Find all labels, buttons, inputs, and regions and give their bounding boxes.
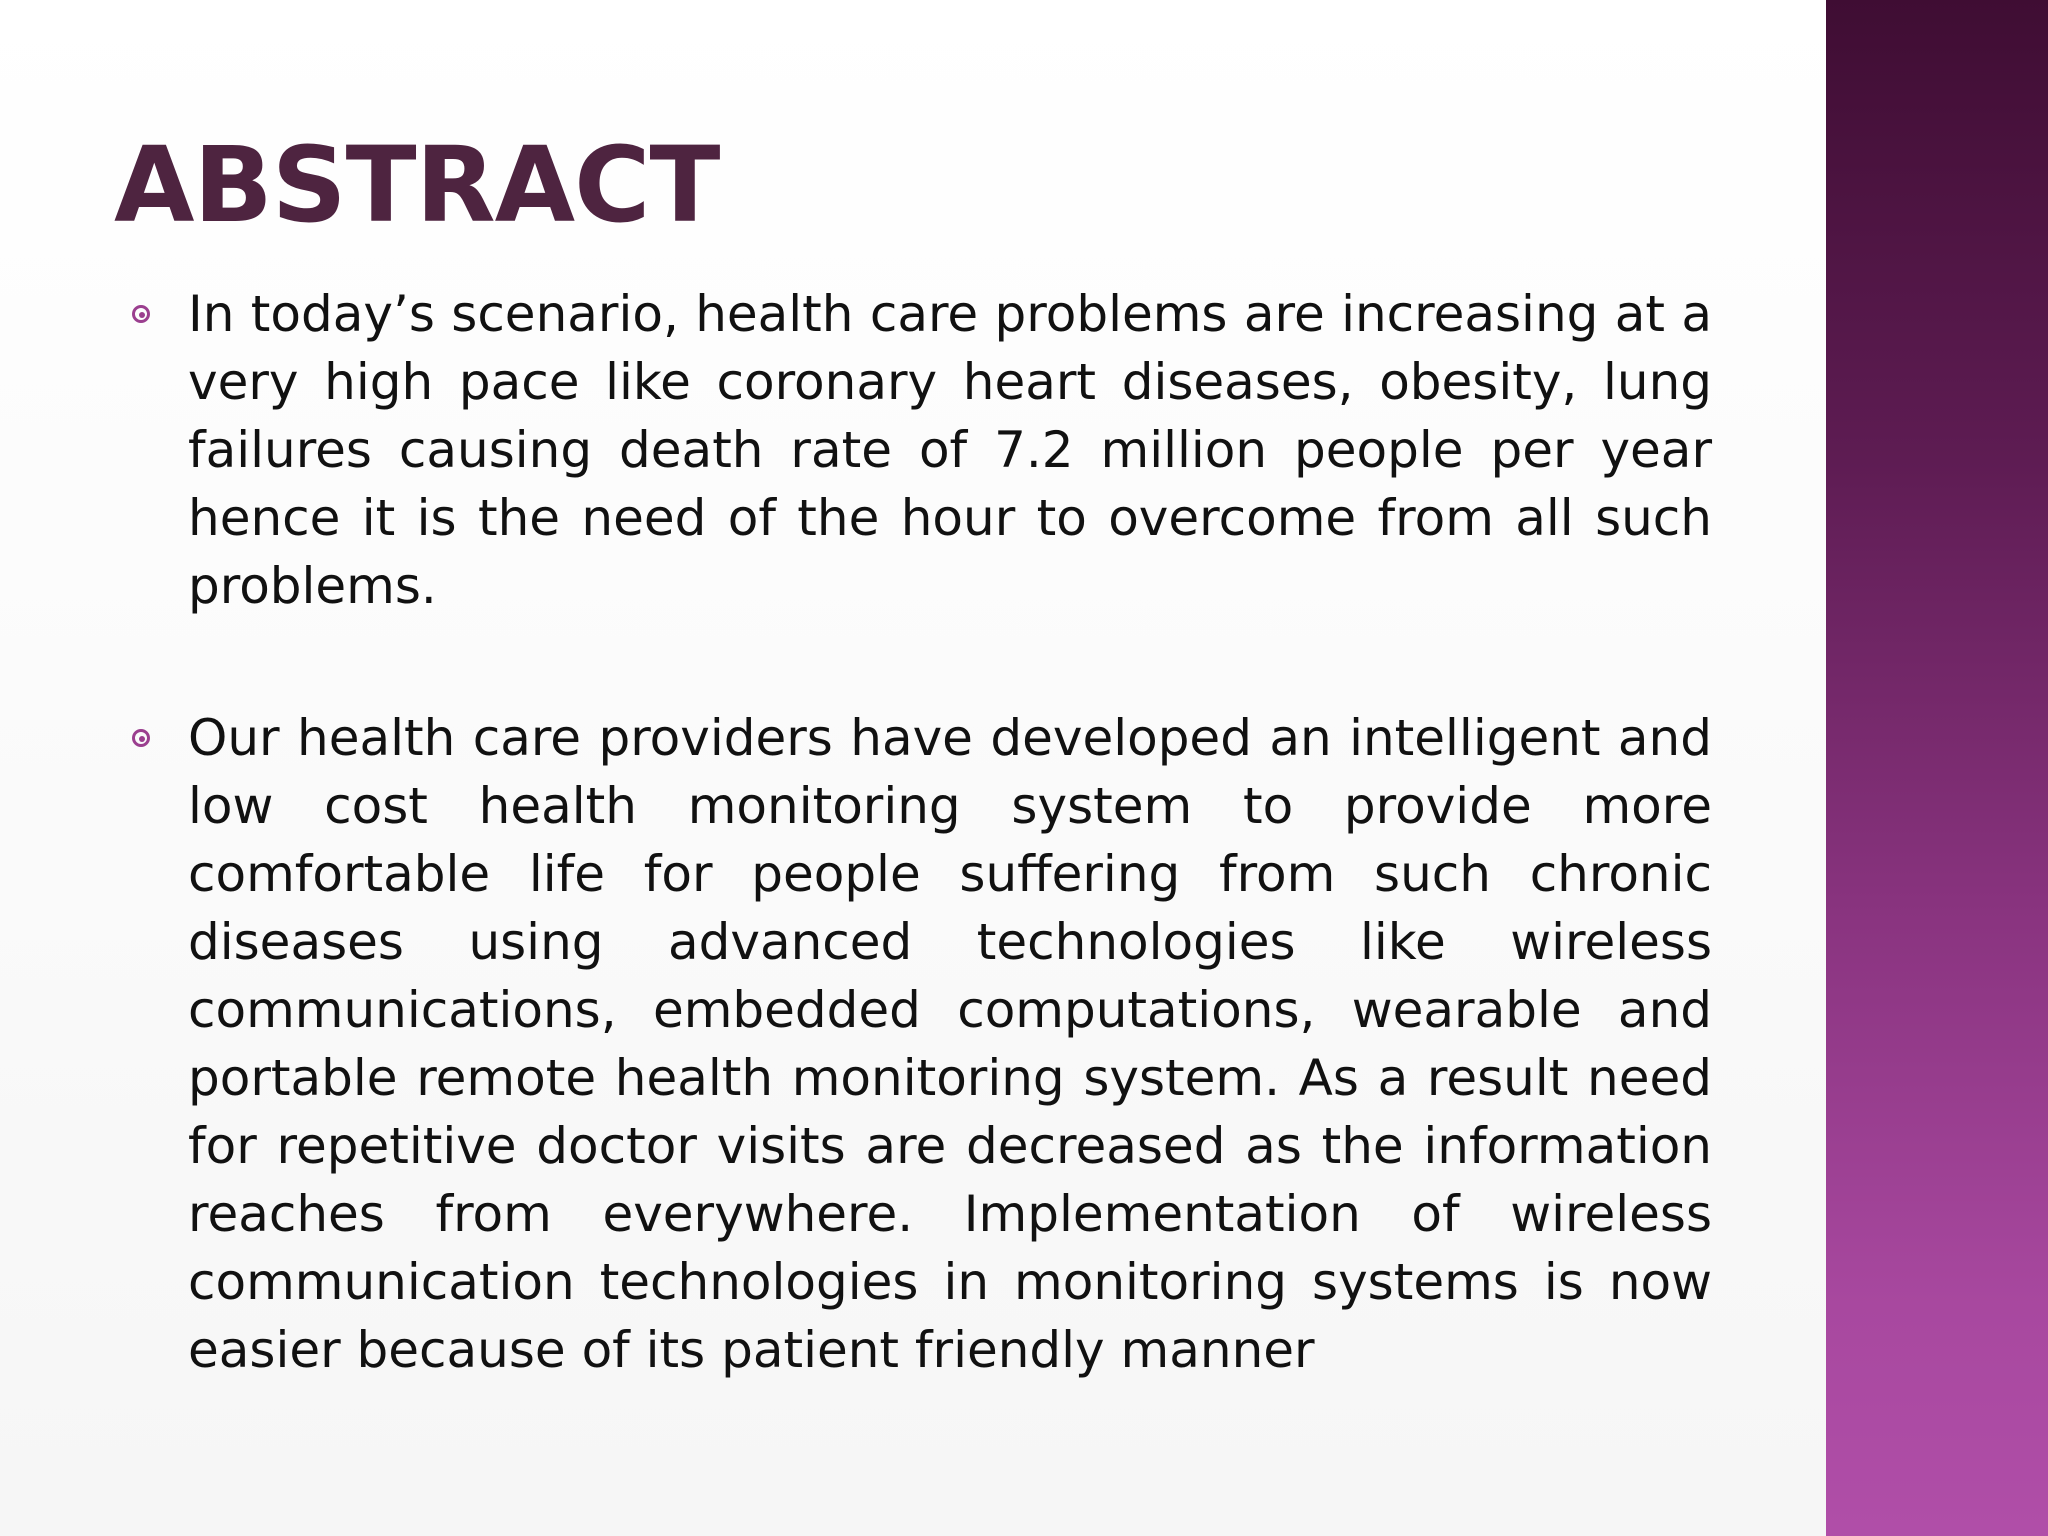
bullet-text: Our health care providers have developed an intelligent and low cost health monitoring system to provide more comfortable life for people suffering from such chronic diseases using advanced technologies like wireless communications, embedded computations, wearable and portable remote health monitoring system. As a result need for repetitive doctor visits are decreased as the information reaches from everywhere. Implementation of wireless communication technologies in monitoring systems is now easier because of its patient friendly manner [188,709,1712,1379]
bullet-text: In today’s scenario, health care problems are increasing at a very high pace like coronary heart diseases, obesity, lung failures causing death rate of 7.2 million people per year hence it is the need of the hour to overcome from all such problems. [188,285,1712,615]
decorative-side-band [1826,0,2048,1536]
bullet-item [130,280,1712,620]
circled-dot-icon [132,729,150,747]
bullet-list [130,280,1712,1468]
circled-dot-icon [132,305,150,323]
bullet-item [130,704,1712,1384]
slide-title: ABSTRACT [114,124,720,246]
